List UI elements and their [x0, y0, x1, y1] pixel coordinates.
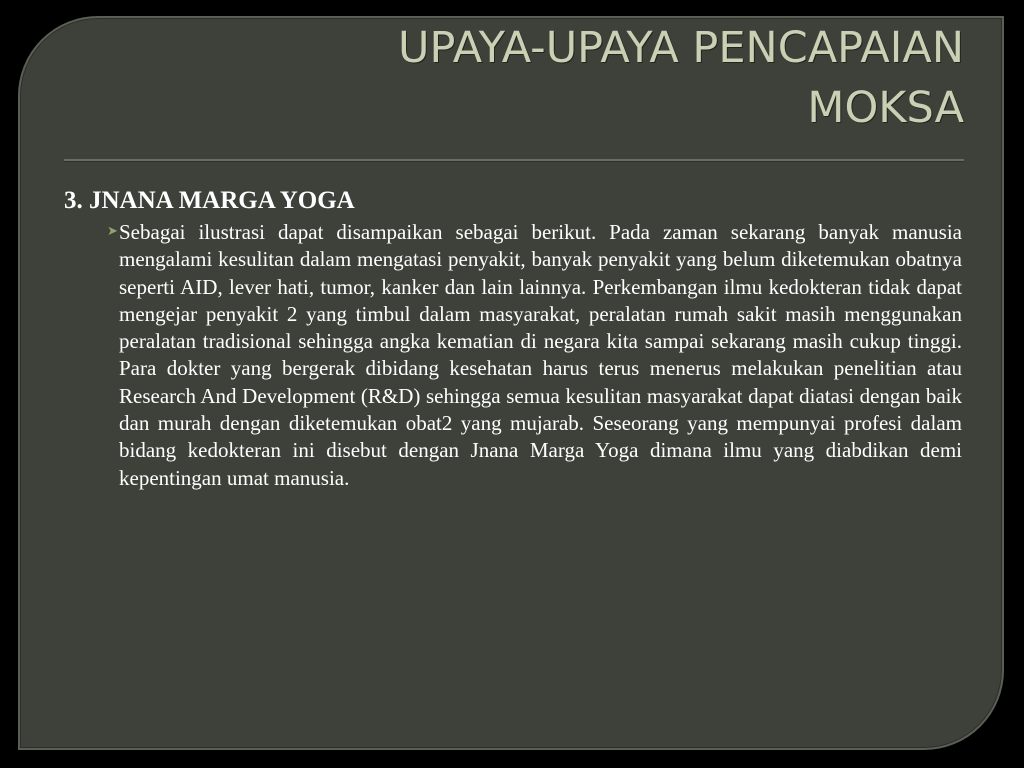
slide-title-line-1: UPAYA-UPAYA PENCAPAIAN	[398, 23, 964, 73]
title-divider	[64, 159, 964, 162]
slide-title-line-2: MOKSA	[807, 83, 964, 133]
slide-title	[64, 18, 964, 138]
arrow-bullet-icon: ➤	[107, 224, 118, 239]
bullet-paragraph	[107, 219, 962, 492]
section-heading: 3. JNANA MARGA YOGA	[64, 187, 355, 214]
slide-content	[64, 186, 964, 492]
bullet-text: Sebagai ilustrasi dapat disampaikan sebagai berikut. Pada zaman sekarang banyak manusia mengalami kesulitan dalam mengatasi penyakit, banyak penyakit yang belum diketemukan obatnya seperti AID, lever hati, tumor, kanker dan lain lainnya. Perkembangan ilmu kedokteran tidak dapat mengejar penyakit 2 yang timbul dalam masyarakat, peralatan rumah sakit masih menggunakan peralatan tradisional sehingga angka kematian di negara kita sampai sekarang masih cukup tinggi. Para dokter yang bergerak dibidang kesehatan harus terus menerus melakukan penelitian atau Research And Development (R&D) sehingga semua kesulitan masyarakat dapat diatasi dengan baik dan murah dengan diketemukan obat2 yang mujarab. Seseorang yang mempunyai profesi dalam bidang kedokteran ini disebut dengan Jnana Marga Yoga dimana ilmu yang diabdikan demi kepentingan umat manusia.	[119, 220, 962, 490]
